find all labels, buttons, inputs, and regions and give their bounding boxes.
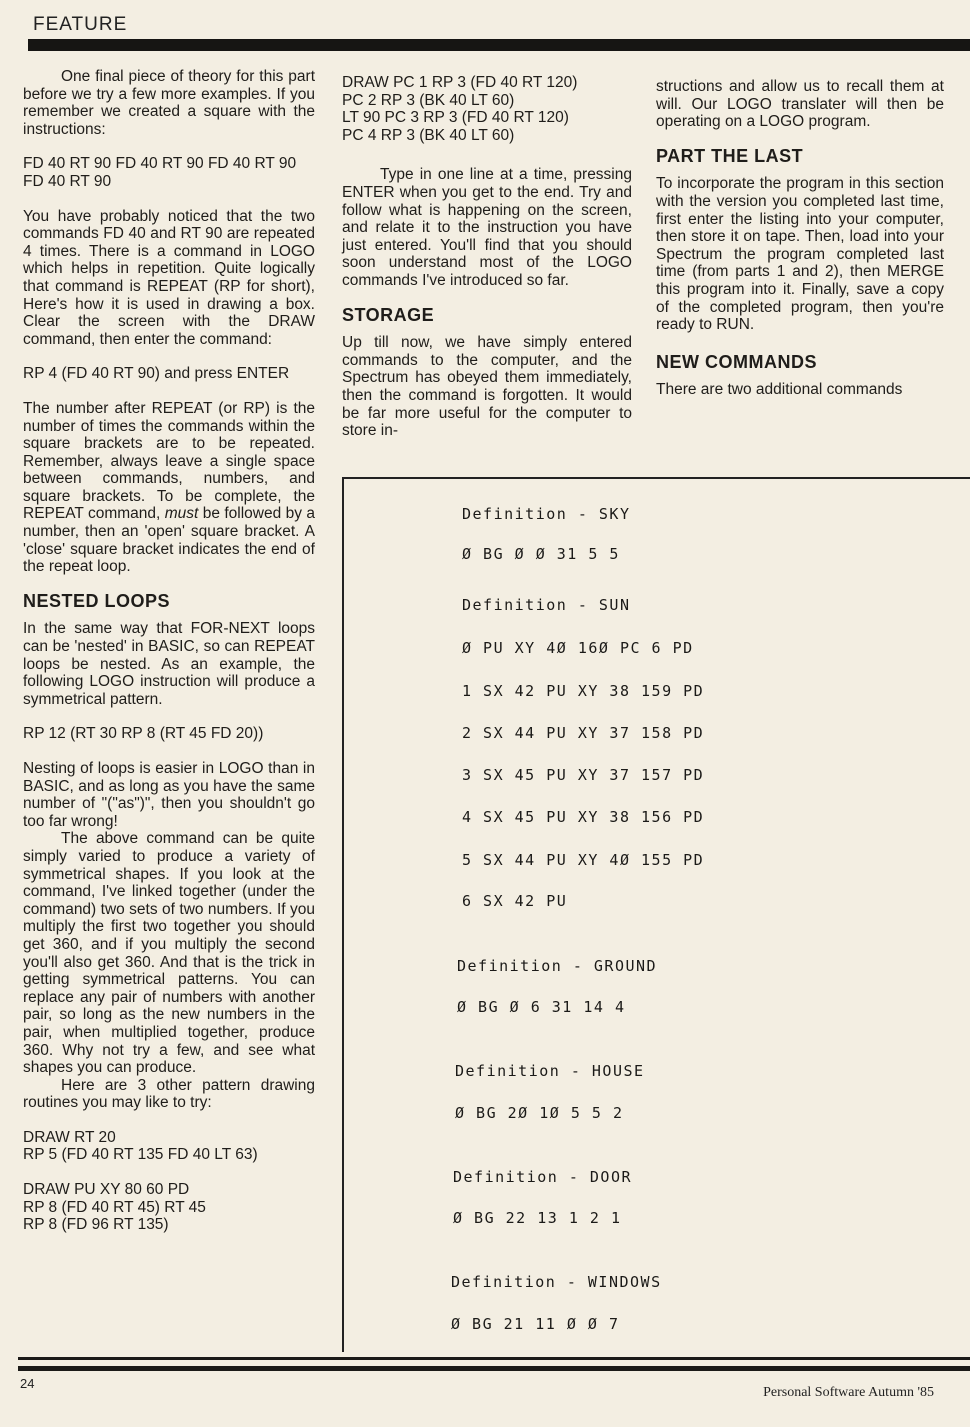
listing-line: Definition - WINDOWS (451, 1273, 662, 1291)
paragraph: The above command can be quite simply varied to produce a variety of symmetrical shapes. If you look at the command, I've linked together (under the command) two sets of two numbers. If you multiply the first two together you should get 360, and if you multiply the second you'll also get 360. And that is the trick in getting symmetrical patterns. You can replace any pair of numbers with another pair, so long as the new numbers in the pair, when multiplied together, produce 360. Why not try a few, and see what shapes you can produce. (23, 830, 315, 1077)
paragraph: Up till now, we have simply entered commands to the computer, and the Spectrum has obeyed them immediately, then the command is forgotten. It would be far more useful for the computer to store in- (342, 334, 632, 440)
column-3 (656, 78, 944, 416)
publication-title: Personal Software Autumn '85 (763, 1385, 934, 1400)
paragraph: Here are 3 other pattern drawing routines you may like to try: (23, 1076, 315, 1112)
listing-line: Ø BG Ø 6 31 14 4 (457, 998, 626, 1016)
footer-rule (18, 1366, 970, 1371)
listing-line: Definition - SUN (462, 596, 631, 614)
paragraph: Nesting of loops is easier in LOGO than in BASIC, and as long as you have the same number of "("as")", then you shouldn't go too far wrong! (23, 760, 315, 830)
paragraph: One final piece of theory for this part before we try a few more examples. If you remember we created a square with the instructions: (23, 68, 315, 138)
paragraph: The number after REPEAT (or RP) is the number of times the commands within the square brackets are to be repeated. Remember, always leave a single space between commands, numbers, and square brackets. To be complete, the REPEAT command, must be followed by a number, then an 'open' square bracket. A 'close' square bracket indicates the end of the repeat loop. (23, 399, 315, 576)
listing-line: Ø BG 21 11 Ø Ø 7 (451, 1315, 620, 1333)
code-block: DRAW PC 1 RP 3 (FD 40 RT 120) PC 2 RP 3 (BK 40 LT 60) LT 90 PC 3 RP 3 (FD 40 RT 120) PC 4 RP 3 (BK 40 LT 60) (342, 74, 578, 144)
paragraph: You have probably noticed that the two commands FD 40 and RT 90 are repeated 4 times. There is a command in LOGO which helps in repetition. Quite logically that command is REPEAT (RP for short), Here's how it is used in drawing a box. Clear the screen with the DRAW command, then enter the command: (23, 207, 315, 348)
listing-line: Ø BG Ø Ø 31 5 5 (462, 545, 620, 563)
listing-line: Definition - DOOR (453, 1168, 633, 1186)
column-2 (342, 74, 632, 457)
column-1 (23, 68, 315, 1251)
footer-rule (18, 1357, 970, 1360)
code-line: RP 12 (RT 30 RP 8 (RT 45 FD 20)) (23, 725, 264, 743)
listing-line: 6 SX 42 PU (462, 892, 568, 910)
paragraph: There are two additional commands (656, 381, 903, 399)
listing-line: Ø BG 22 13 1 2 1 (453, 1209, 622, 1227)
program-listing (342, 477, 970, 1352)
listing-line: Definition - HOUSE (455, 1062, 645, 1080)
code-block: DRAW RT 20 RP 5 (FD 40 RT 135 FD 40 LT 63) (23, 1128, 258, 1164)
listing-line: Ø PU XY 4Ø 16Ø PC 6 PD (462, 639, 694, 657)
listing-line: Definition - GROUND (457, 957, 658, 975)
paragraph: Type in one line at a time, pressing ENTER when you get to the end. Try and follow what is happening on the screen, and relate it to the instruction you have just entered. You'll find that you should soon understand most of the LOGO commands I've introduced so far. (342, 166, 632, 289)
header-rule (28, 39, 970, 51)
code-line: RP 4 (FD 40 RT 90) and press ENTER (23, 365, 290, 383)
listing-line: 3 SX 45 PU XY 37 157 PD (462, 766, 705, 784)
listing-line: 5 SX 44 PU XY 4Ø 155 PD (462, 851, 705, 869)
emphasis: must (164, 505, 199, 523)
paragraph: In the same way that FOR-NEXT loops can be 'nested' in BASIC, so can REPEAT loops be nested. As an example, the following LOGO instruction will produce a symmetrical pattern. (23, 620, 315, 708)
listing-line: 4 SX 45 PU XY 38 156 PD (462, 808, 705, 826)
listing-line: 1 SX 42 PU XY 38 159 PD (462, 682, 705, 700)
paragraph: structions and allow us to recall them at will. Our LOGO translater will then be operating on a LOGO program. (656, 78, 944, 131)
subheading-part-the-last: PART THE LAST (656, 145, 804, 166)
code-line: FD 40 RT 90 FD 40 RT 90 FD 40 RT 90 FD 40 RT 90 (23, 155, 297, 190)
page-number: 24 (20, 1376, 35, 1391)
listing-line: Definition - SKY (462, 505, 631, 523)
subheading-storage: STORAGE (342, 304, 435, 325)
paragraph: To incorporate the program in this section with the version you completed last time, first enter the listing into your computer, then store it on tape. Then, load into your Spectrum the program completed last time (from parts 1 and 2), then MERGE this program into it. Finally, save a copy of the completed program, then you're ready to RUN. (656, 175, 944, 334)
section-label: FEATURE (33, 14, 128, 35)
subheading-nested-loops: NESTED LOOPS (23, 590, 171, 611)
subheading-new-commands: NEW COMMANDS (656, 351, 817, 372)
listing-line: Ø BG 2Ø 1Ø 5 5 2 (455, 1104, 624, 1122)
code-block: DRAW PU XY 80 60 PD RP 8 (FD 40 RT 45) RT 45 RP 8 (FD 96 RT 135) (23, 1181, 206, 1234)
listing-line: 2 SX 44 PU XY 37 158 PD (462, 724, 705, 742)
